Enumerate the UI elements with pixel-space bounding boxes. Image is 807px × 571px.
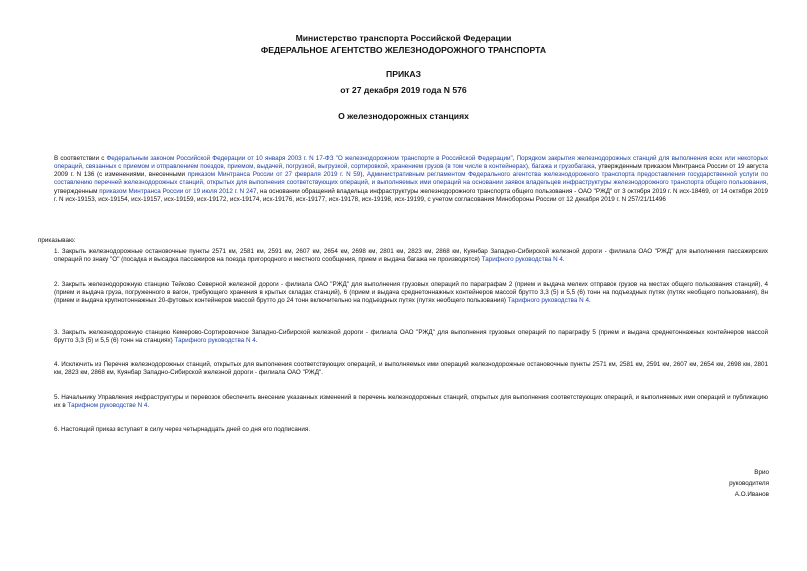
order-item-1-end: .	[562, 256, 565, 264]
closure-procedure-link[interactable]: Порядком закрытия железнодорожных станций для выполнения всех или некоторых операций, связанных с приемом и отправлением поездов, приемом, выдачей, погрузкой, выгрузкой, сортировкой, хранением грузов (в том числе в контейнерах), багажа и грузобагажа	[54, 155, 768, 171]
document-title: О железнодорожных станциях	[338, 111, 469, 121]
mintrans-order-247-link[interactable]: приказом Минтранса России от 19 июля 2012 г. N 247	[99, 187, 257, 195]
order-item-5-text: 5. Начальнику Управления инфраструктуры и перевозок обеспечить внесение указанных изменений в перечень железнодорожных станций, открытых для выполнения соответствующих операций, и выполняемых ими операций и публикацию их в	[54, 394, 768, 410]
order-item-5	[38, 394, 768, 410]
preamble-text-3: , утвержденным приказом Минтранса России от 19 августа 2009 г. N 136 (с изменениями, внесенными	[54, 163, 769, 179]
admin-regulation-link[interactable]: Административным регламентом Федерального агентства железнодорожного транспорта предоставления государственной услуги по составлению перечней железнодорожных станций, открытых для выполнения соответствующих операций, и выполняемых ими операций на основании заявок владельцев инфраструктуры железнодорожного транспорта общего пользования	[54, 171, 768, 187]
order-item-4-text: 4. Исключить из Перечня железнодорожных станций, открытых для выполнения соответствующих операций, и выполняемых ими операций железнодорожные остановочные пункты 2571 км, 2581 км, 2591 км, 2607 км, 2654 км, 2698 км, 2801 км, 2823 км, 2868 км, Куянбар Западно-Сибирской железной дороги - филиала ОАО "РЖД".	[54, 361, 768, 377]
tariff-guide-link-1[interactable]: Тарифного руководства N 4	[481, 256, 563, 264]
order-item-2-end: .	[588, 297, 591, 305]
preamble	[38, 155, 768, 204]
tariff-guide-link-5[interactable]: Тарифном руководстве N 4	[67, 402, 148, 410]
order-item-6	[38, 426, 768, 434]
preamble-text-1: В соответствии с	[54, 155, 107, 162]
mintrans-order-59-link[interactable]: приказом Минтранса России от 27 февраля 2019 г. N 59	[187, 171, 361, 179]
order-item-2-text: 2. Закрыть железнодорожную станцию Тейково Северной железной дороги - филиала ОАО "РЖД" для выполнения грузовых операций по параграфам 2 (прием и выдача мелких отправок грузов на местах общего пользования станций), 4 (прием и выдача груза, погруженного в вагон, требующего хранения в крытых складах станций), 6 (прием и выдача среднетоннажных контейнеров массой брутто 3,3 (5) и 5,5 (6) тонн на подъездных путях (путях необщего пользования), 8н (прием и выдача крупнотоннажных 20-футовых контейнеров массой брутто до 24 тонн включительно на подъездных путях (путях необщего пользования)	[54, 281, 768, 305]
preamble-text-5: , утвержденным	[54, 179, 768, 195]
order-item-1-text: 1. Закрыть железнодорожные остановочные пункты 2571 км, 2581 км, 2591 км, 2607 км, 2654 км, 2698 км, 2801 км, 2823 км, 2868 км, Куянбар Западно-Сибирской железной дороги - филиала ОАО "РЖД" для выполнения пассажирских операций по знаку "О" (посадка и высадка пассажиров на поезда пригородного и местного сообщения, прием и выдача багажа не производятся)	[54, 248, 768, 264]
ministry-name: Министерство транспорта Российской Федерации	[295, 33, 512, 43]
preamble-text-2: ,	[512, 155, 517, 162]
order-item-3	[38, 329, 768, 345]
tariff-guide-link-3[interactable]: Тарифного руководства N 4	[174, 337, 256, 345]
federal-law-link[interactable]: Федеральным законом Российской Федерации от 10 января 2003 г. N 17-ФЗ "О железнодорожном транспорте в Российской Федерации"	[106, 155, 513, 162]
document-date: от 27 декабря 2019 года N 576	[340, 85, 467, 95]
tariff-guide-link-2[interactable]: Тарифного руководства N 4	[507, 297, 589, 305]
agency-name: ФЕДЕРАЛЬНОЕ АГЕНТСТВО ЖЕЛЕЗНОДОРОЖНОГО ТРАНСПОРТА	[260, 45, 547, 55]
order-item-1	[38, 248, 768, 264]
order-item-2	[38, 281, 768, 305]
order-item-5-end: .	[147, 402, 150, 410]
signature-title: Врио	[754, 469, 769, 476]
order-item-6-text: 6. Настоящий приказ вступает в силу через четырнадцать дней со дня его подписания.	[54, 426, 311, 433]
signature-position: руководителя	[729, 480, 769, 487]
preamble-text-4: ),	[360, 171, 367, 179]
preamble-text-6: , на основании обращений владельца инфраструктуры железнодорожного транспорта общего пользования - ОАО "РЖД" от 3 октября 2019 г. N исх-18469, от 14 октября 2019 г. N исх-19153, исх-19154, исх-19157, исх-19159, исх-19172, исх-19174, исх-19176, исх-19177, исх-19178, исх-19198, исх-19199, с учетом согласования Минобороны России от 12 декабря 2019 г. N 257/21/11496	[54, 187, 769, 203]
orders-intro: приказываю:	[38, 237, 76, 244]
signature-name: А.О.Иванов	[734, 491, 769, 498]
document-type: ПРИКАЗ	[386, 69, 421, 79]
order-item-4	[38, 361, 768, 377]
order-item-3-end: .	[255, 337, 258, 345]
order-item-3-text: 3. Закрыть железнодорожную станцию Кемерово-Сортировочное Западно-Сибирской железной дороги - филиала ОАО "РЖД" для выполнения грузовых операций по параграфу 5 (прием и выдача среднетоннажных контейнеров массой брутто 3,3 (5) и 5,5 (6) тонн на станциях)	[54, 329, 768, 345]
